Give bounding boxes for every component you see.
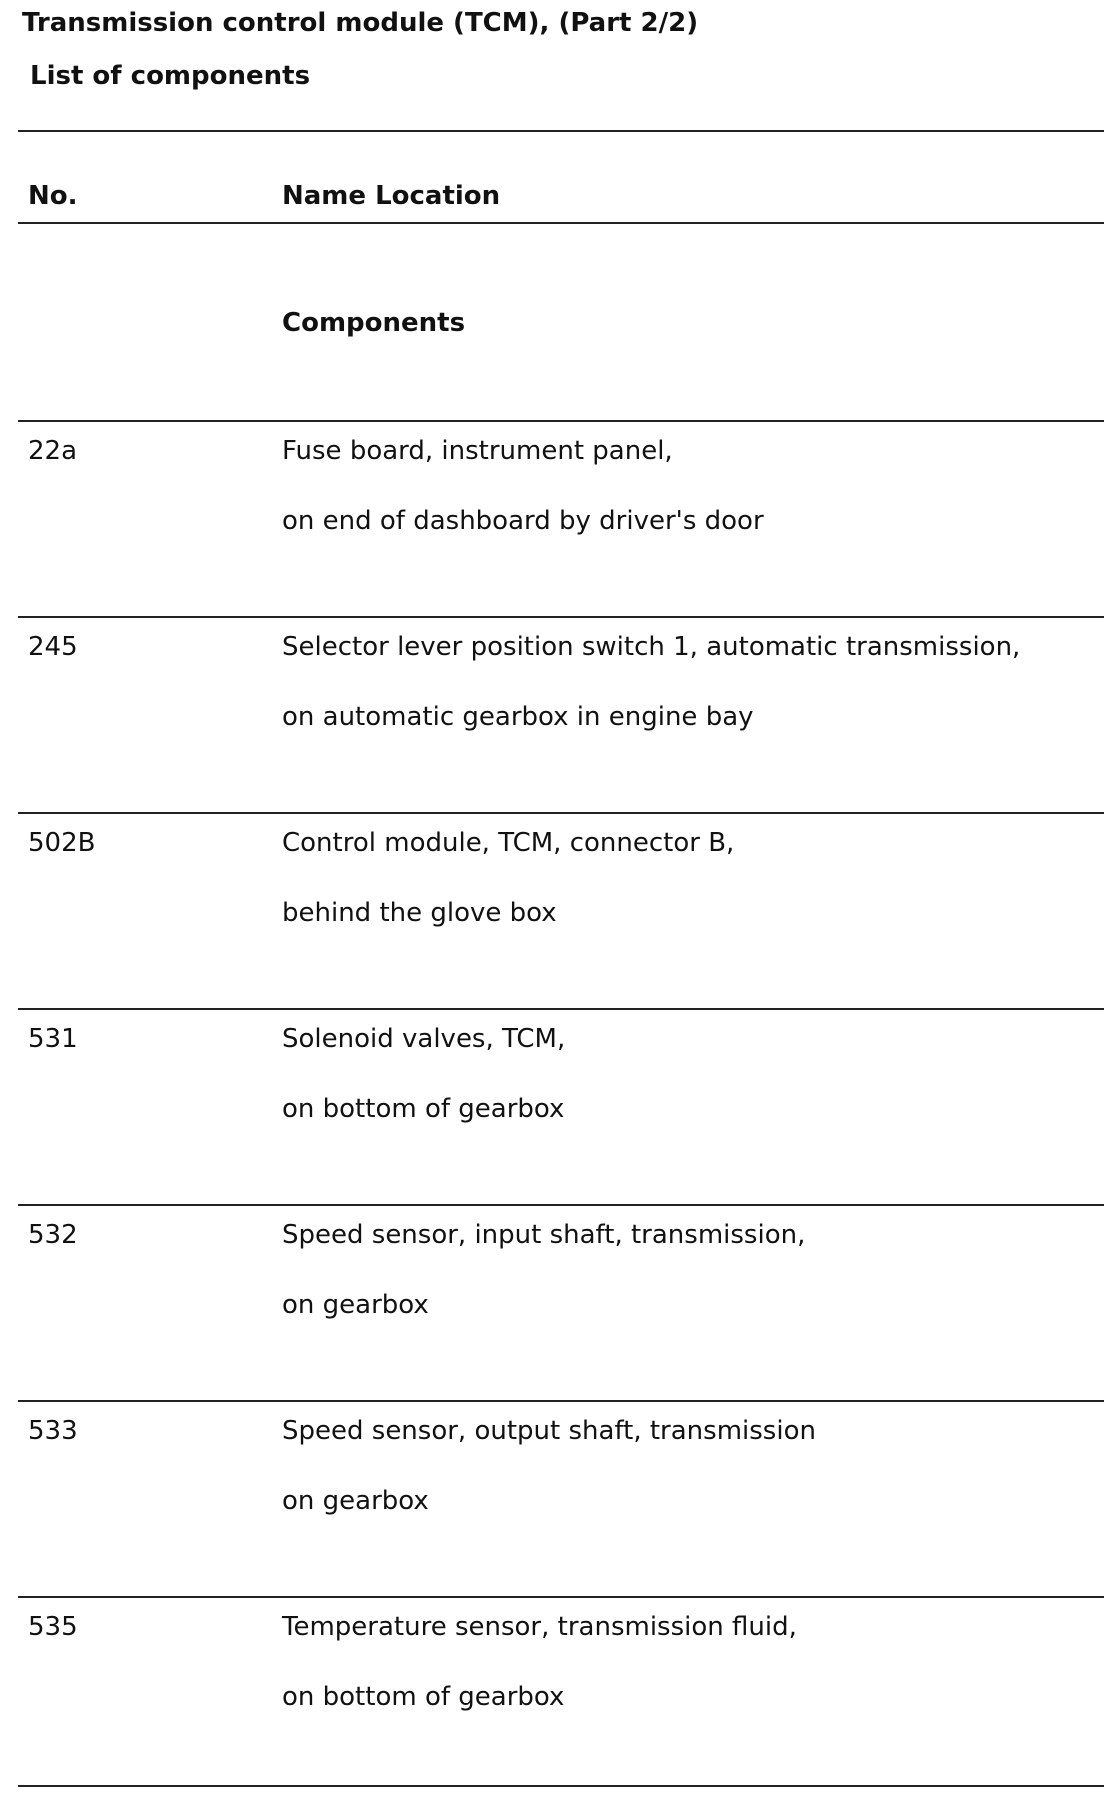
table-row <box>0 1596 1120 1792</box>
table-row <box>0 616 1120 812</box>
component-number: 22a <box>28 436 78 466</box>
component-name: Speed sensor, input shaft, transmission, <box>282 1220 806 1250</box>
document-subtitle: List of components <box>30 61 311 91</box>
document-title: Transmission control module (TCM), (Part 2/2) <box>22 8 699 38</box>
table-row <box>0 1008 1120 1204</box>
component-name: Fuse board, instrument panel, <box>282 436 673 466</box>
table-row <box>0 1204 1120 1400</box>
component-location: behind the glove box <box>282 898 557 928</box>
component-number: 502B <box>28 828 96 858</box>
row-rule <box>18 1008 1104 1010</box>
column-header-name-location: Name Location <box>282 181 501 211</box>
top-rule <box>18 130 1104 132</box>
component-name: Temperature sensor, transmission fluid, <box>282 1612 797 1642</box>
header-rule <box>18 222 1104 224</box>
component-name: Solenoid valves, TCM, <box>282 1024 566 1054</box>
component-location: on bottom of gearbox <box>282 1094 565 1124</box>
component-number: 245 <box>28 632 78 662</box>
row-rule <box>18 1596 1104 1598</box>
table-row <box>0 1400 1120 1596</box>
row-rule <box>18 1204 1104 1206</box>
component-number: 532 <box>28 1220 78 1250</box>
component-location: on gearbox <box>282 1290 429 1320</box>
section-heading: Components <box>282 308 466 338</box>
row-rule <box>18 812 1104 814</box>
component-number: 535 <box>28 1612 78 1642</box>
component-name: Control module, TCM, connector B, <box>282 828 735 858</box>
column-header-no: No. <box>28 181 78 211</box>
component-location: on bottom of gearbox <box>282 1682 565 1712</box>
row-rule <box>18 420 1104 422</box>
table-row <box>0 812 1120 1008</box>
row-rule <box>18 616 1104 618</box>
component-name: Speed sensor, output shaft, transmission <box>282 1416 816 1446</box>
table-row <box>0 420 1120 616</box>
component-location: on automatic gearbox in engine bay <box>282 702 754 732</box>
component-name: Selector lever position switch 1, automatic transmission, <box>282 632 1021 662</box>
component-location: on gearbox <box>282 1486 429 1516</box>
row-rule <box>18 1400 1104 1402</box>
component-number: 533 <box>28 1416 78 1446</box>
component-number: 531 <box>28 1024 78 1054</box>
component-location: on end of dashboard by driver's door <box>282 506 764 536</box>
bottom-rule <box>18 1785 1104 1787</box>
